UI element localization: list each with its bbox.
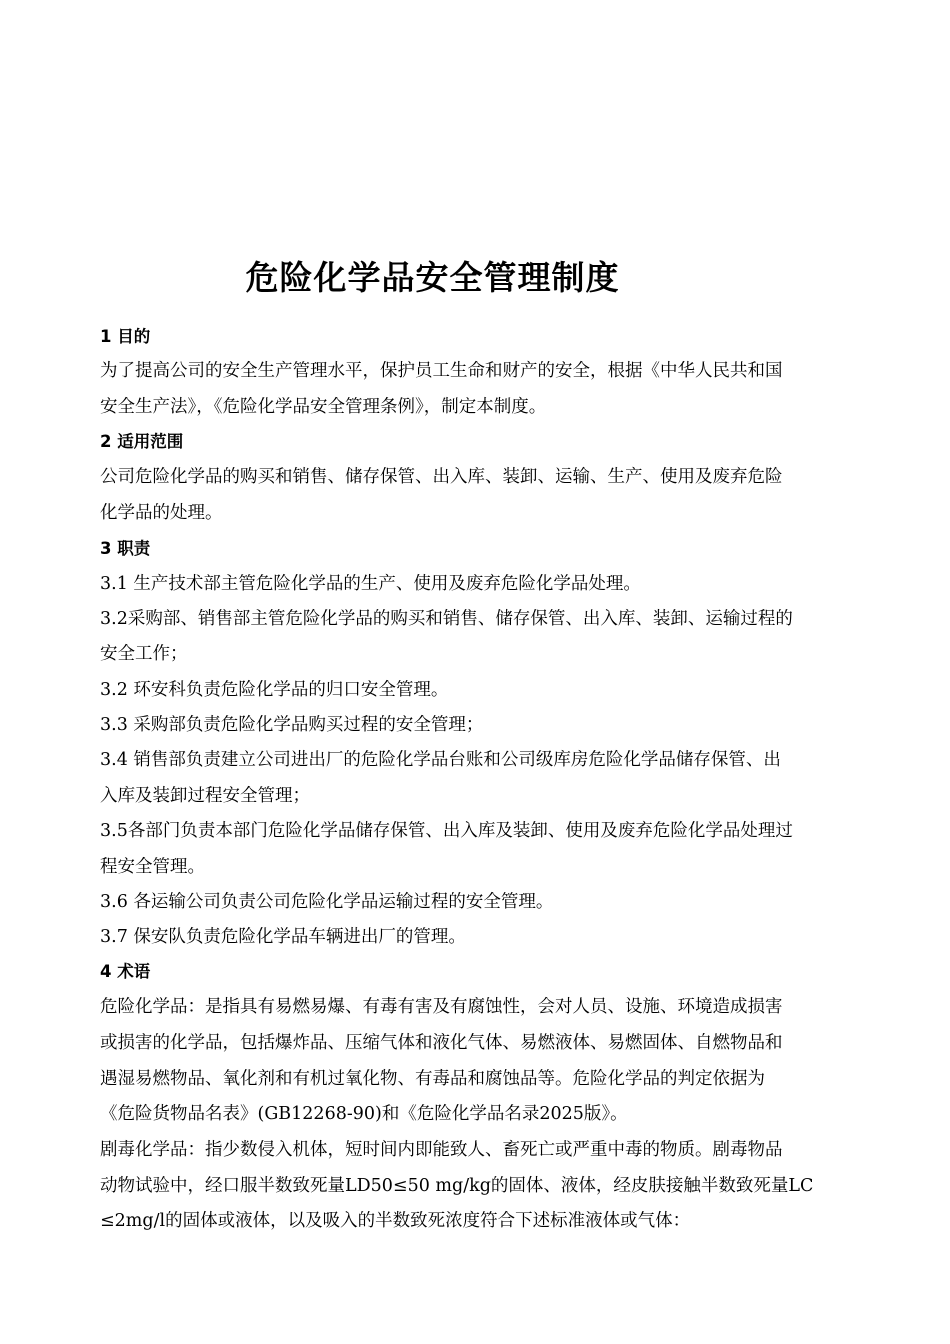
paragraph-line: 3.6 各运输公司负责公司危险化学品运输过程的安全管理。 (100, 892, 554, 912)
paragraph-line: 化学品的处理。 (100, 503, 223, 523)
paragraph-line: 《危险货物品名表》(GB12268-90)和《危险化学品名录2025版》。 (100, 1104, 628, 1124)
paragraph-line: 剧毒化学品：指少数侵入机体，短时间内即能致人、畜死亡或严重中毒的物质。剧毒物品 (100, 1140, 783, 1160)
section-heading-purpose: 1 目的 (100, 327, 151, 346)
paragraph-line: 3.7 保安队负责危险化学品车辆进出厂的管理。 (100, 927, 466, 947)
paragraph-line: 或损害的化学品，包括爆炸品、压缩气体和液化气体、易燃液体、易燃固体、自燃物品和 (100, 1033, 783, 1053)
paragraph-line: 公司危险化学品的购买和销售、储存保管、出入库、装卸、运输、生产、使用及废弃危险 (100, 467, 783, 487)
section-heading-responsibilities: 3 职责 (100, 539, 151, 558)
paragraph-line: 3.4 销售部负责建立公司进出厂的危险化学品台账和公司级库房危险化学品储存保管、出 (100, 750, 781, 770)
section-heading-scope: 2 适用范围 (100, 432, 184, 451)
paragraph-line: 为了提高公司的安全生产管理水平，保护员工生命和财产的安全，根据《中华人民共和国 (100, 361, 783, 381)
paragraph-line: ≤2mg/l的固体或液体，以及吸入的半数致死浓度符合下述标准液体或气体： (100, 1211, 691, 1231)
section-heading-terms: 4 术语 (100, 962, 151, 981)
paragraph-line: 3.2采购部、销售部主管危险化学品的购买和销售、储存保管、出入库、装卸、运输过程的 (100, 609, 793, 629)
document-title: 危险化学品安全管理制度 (245, 258, 620, 297)
paragraph-line: 安全生产法》，《危险化学品安全管理条例》，制定本制度。 (100, 397, 547, 417)
paragraph-line: 入库及装卸过程安全管理； (100, 786, 310, 806)
paragraph-line: 3.1 生产技术部主管危险化学品的生产、使用及废弃危险化学品处理。 (100, 574, 641, 594)
paragraph-line: 动物试验中，经口服半数致死量LD50≤50 mg/kg的固体、液体，经皮肤接触半数致死量LC (100, 1176, 814, 1196)
paragraph-line: 程安全管理。 (100, 857, 205, 877)
paragraph-line: 安全工作； (100, 644, 188, 664)
paragraph-line: 遇湿易燃物品、氧化剂和有机过氧化物、有毒品和腐蚀品等。危险化学品的判定依据为 (100, 1069, 765, 1089)
paragraph-line: 危险化学品：是指具有易燃易爆、有毒有害及有腐蚀性，会对人员、设施、环境造成损害 (100, 997, 783, 1017)
paragraph-line: 3.3 采购部负责危险化学品购买过程的安全管理； (100, 715, 484, 735)
paragraph-line: 3.2 环安科负责危险化学品的归口安全管理。 (100, 680, 449, 700)
paragraph-line: 3.5各部门负责本部门危险化学品储存保管、出入库及装卸、使用及废弃危险化学品处理过 (100, 821, 793, 841)
